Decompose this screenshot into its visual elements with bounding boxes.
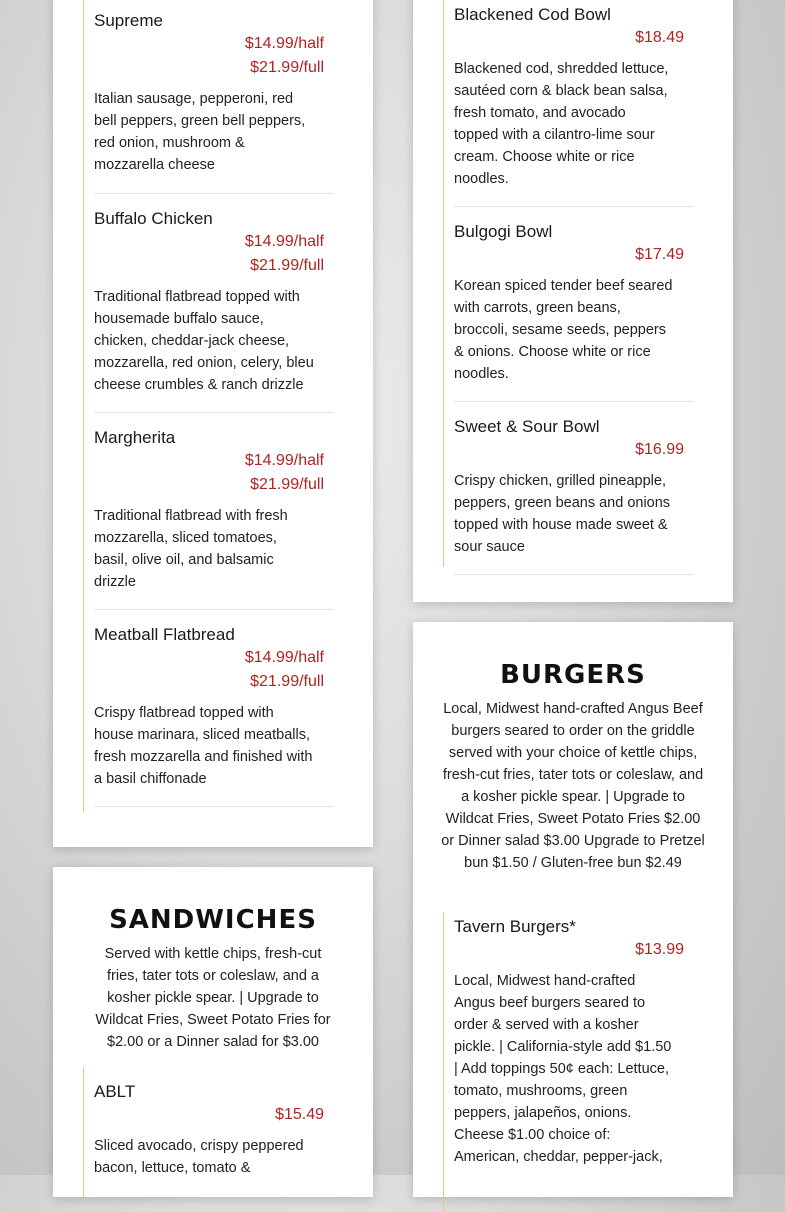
bowls-item-list	[443, 0, 694, 567]
menu-item	[444, 0, 694, 207]
menu-item-name: Bulgogi Bowl	[454, 222, 553, 241]
menu-item-price-full: $21.99/full	[250, 59, 324, 76]
menu-item-price: $13.99	[635, 941, 684, 958]
menu-item-description: Local, Midwest hand-crafted Angus beef burgers seared to order & served with a kosher pickle. | California-style add $1.50 | Add toppings 50¢ each: Lettuce, tomato, mushrooms, green peppers, jalapeños, onions. Cheese $1.00 choice of: American, cheddar, pepper-jack,	[454, 973, 672, 1165]
divider	[94, 396, 334, 413]
menu-item-name: Meatball Flatbread	[94, 625, 235, 644]
menu-item	[84, 194, 334, 413]
menu-item	[84, 1067, 334, 1179]
menu-item	[84, 413, 334, 610]
menu-item	[84, 610, 334, 807]
section-description: Served with kettle chips, fresh-cut fries, tater tots or coleslaw, and a kosher pickle spear. | Upgrade to Wildcat Fries, Sweet Potato Fries for $2.00 or a Dinner salad for $3.00	[95, 946, 331, 1050]
divider	[94, 593, 334, 610]
menu-item	[444, 207, 694, 402]
menu-item	[84, 0, 334, 194]
menu-item-price-half: $14.99/half	[244, 35, 324, 52]
menu-item-price-half: $14.99/half	[244, 452, 324, 469]
bowls-card	[413, 0, 733, 602]
menu-item-price: $17.49	[635, 246, 684, 263]
menu-item-price-full: $21.99/full	[250, 257, 324, 274]
burgers-item-list	[443, 912, 694, 1212]
divider	[94, 790, 334, 807]
menu-item-name: Sweet & Sour Bowl	[454, 417, 600, 436]
divider	[454, 385, 694, 402]
section-description: Local, Midwest hand-crafted Angus Beef burgers seared to order on the griddle served with your choice of kettle chips, fresh-cut fries, tater tots or coleslaw, and a kosher pickle spear. | Upgrade to Wildcat Fries, Sweet Potato Fries $2.00 or Dinner salad $3.00 Upgrade to Pretzel bun $1.50 / Gluten-free bun $2.49	[441, 701, 705, 871]
section-title: BURGERS	[500, 660, 646, 690]
menu-item-price: $16.99	[635, 441, 684, 458]
menu-item-description: Blackened cod, shredded lettuce, sautéed corn & black bean salsa, fresh tomato, and avocado topped with a cilantro-lime sour cream. Choose white or rice noodles.	[454, 61, 669, 187]
sandwiches-card	[53, 867, 373, 1197]
menu-item-price: $15.49	[275, 1106, 324, 1123]
pizza-item-list	[83, 0, 334, 812]
menu-item	[444, 402, 694, 575]
menu-item-name: Margherita	[94, 428, 176, 447]
menu-item-name: Buffalo Chicken	[94, 209, 213, 228]
menu-item-price-full: $21.99/full	[250, 673, 324, 690]
menu-item-price-half: $14.99/half	[244, 233, 324, 250]
menu-item-price-half: $14.99/half	[244, 649, 324, 666]
pizza-card	[53, 0, 373, 847]
divider	[454, 190, 694, 207]
divider	[94, 176, 334, 194]
section-title: SANDWICHES	[109, 905, 317, 935]
divider	[454, 558, 694, 575]
menu-item-description: Crispy chicken, grilled pineapple, peppers, green beans and onions topped with house made sweet & sour sauce	[454, 473, 671, 555]
menu-item-description: Traditional flatbread with fresh mozzarella, sliced tomatoes, basil, olive oil, and balsamic drizzle	[94, 508, 288, 590]
menu-item-name: Blackened Cod Bowl	[454, 5, 611, 24]
menu-item-description: Traditional flatbread topped with housemade buffalo sauce, chicken, cheddar-jack cheese, mozzarella, red onion, celery, bleu cheese crumbles & ranch drizzle	[94, 289, 314, 393]
menu-item-description: Sliced avocado, crispy peppered bacon, lettuce, tomato &	[94, 1138, 304, 1176]
menu-item-name: ABLT	[94, 1082, 136, 1101]
menu-item-description: Italian sausage, pepperoni, red bell peppers, green bell peppers, red onion, mushroom & mozzarella cheese	[94, 91, 306, 173]
menu-item-name: Tavern Burgers*	[454, 917, 576, 936]
menu-item-price: $18.49	[635, 29, 684, 46]
menu-item-name: Supreme	[94, 11, 163, 30]
menu-item-price-full: $21.99/full	[250, 476, 324, 493]
menu-item-description: Crispy flatbread topped with house marinara, sliced meatballs, fresh mozzarella and finished with a basil chiffonade	[94, 705, 313, 787]
menu-item	[444, 912, 694, 1168]
sandwiches-item-list	[83, 1067, 334, 1197]
burgers-card	[413, 622, 733, 1197]
menu-item-description: Korean spiced tender beef seared with carrots, green beans, broccoli, sesame seeds, peppers & onions. Choose white or rice noodles.	[454, 278, 673, 382]
